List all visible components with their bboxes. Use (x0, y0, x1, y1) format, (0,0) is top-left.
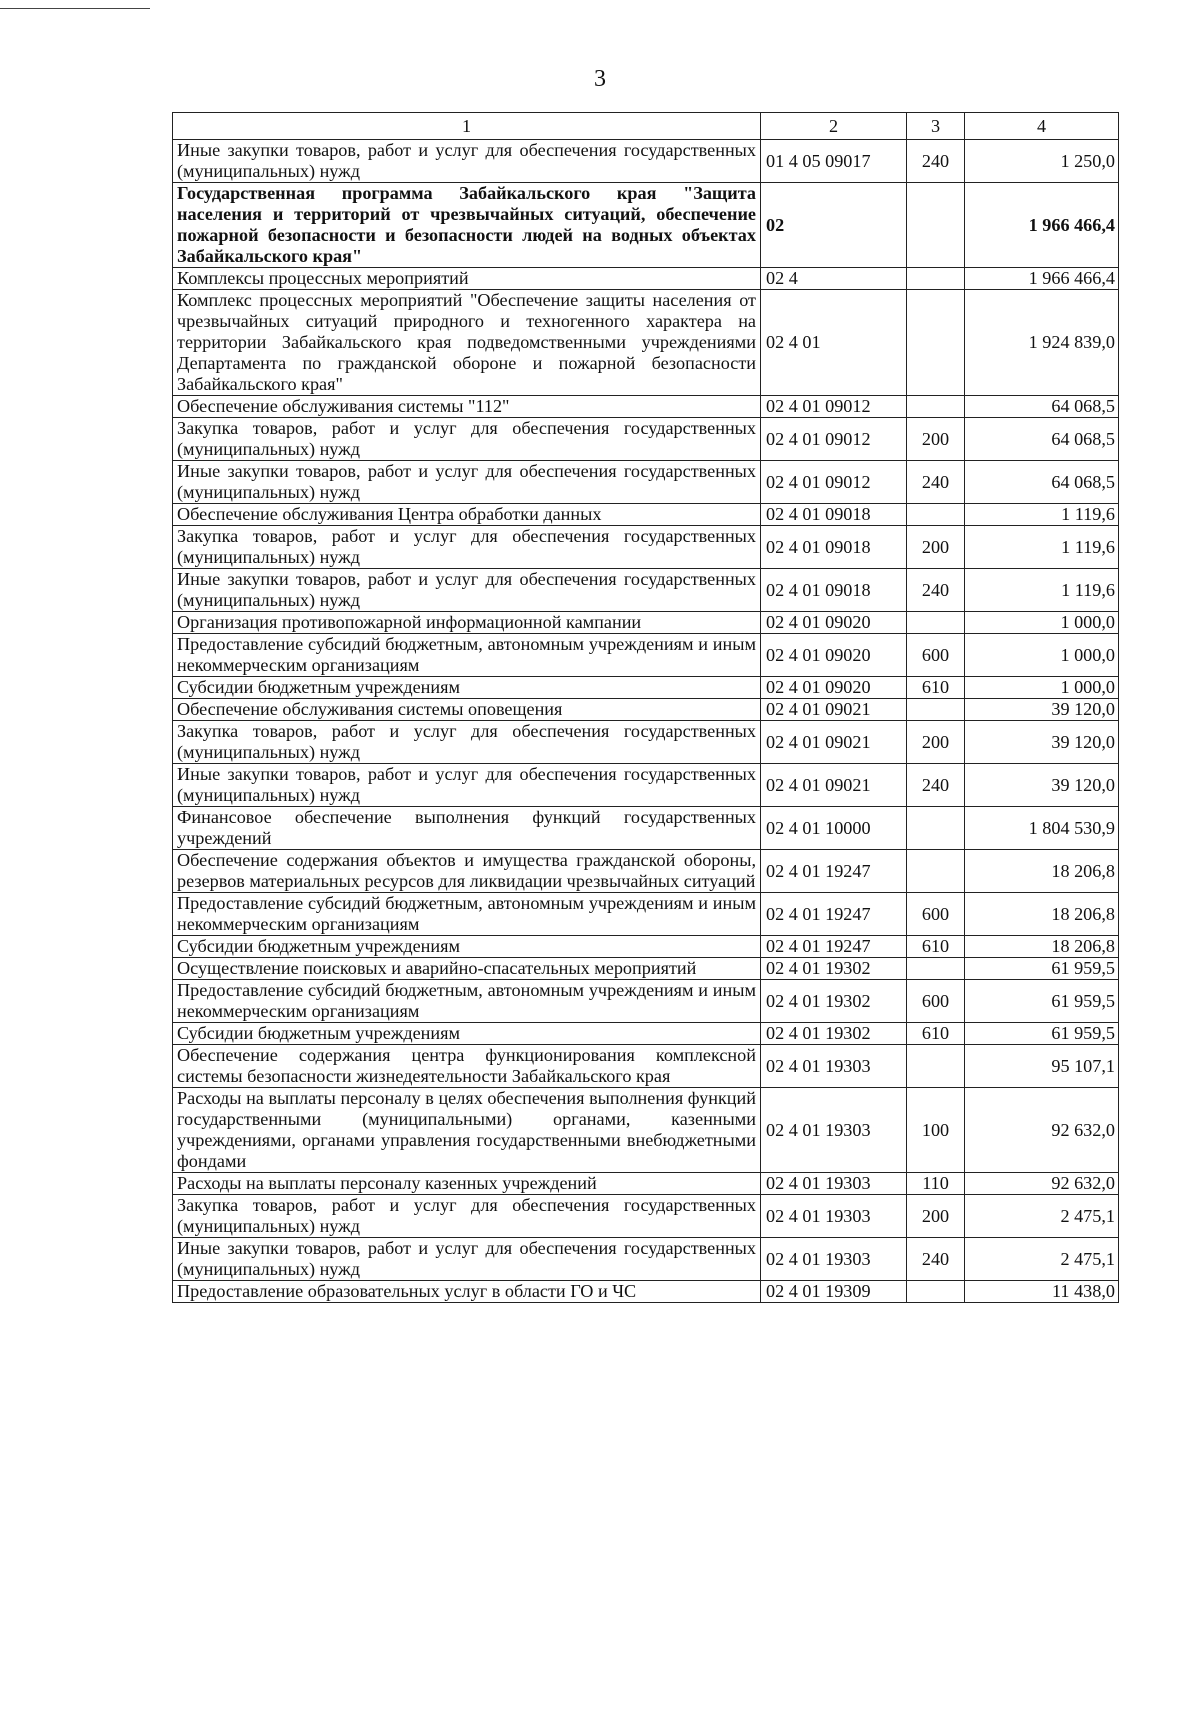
table-row (173, 569, 1119, 612)
row-code-cell: 02 4 01 19302 (761, 1023, 907, 1045)
row-name-cell: Комплекс процессных мероприятий "Обеспечение защиты населения от чрезвычайных ситуаций природного и техногенного характера на территории Забайкальского края подведомственными учреждениями Департамента по гражданской обороне и пожарной безопасности Забайкальского края" (173, 290, 761, 396)
table-row (173, 268, 1119, 290)
table-row (173, 526, 1119, 569)
row-amount-cell: 64 068,5 (965, 396, 1119, 418)
row-name-cell: Предоставление субсидий бюджетным, автономным учреждениям и иным некоммерческим организациям (173, 893, 761, 936)
row-expense-type-cell: 200 (907, 526, 965, 569)
row-code-cell: 02 4 01 19303 (761, 1088, 907, 1173)
row-amount-cell: 39 120,0 (965, 721, 1119, 764)
row-code-cell: 02 4 01 19303 (761, 1238, 907, 1281)
table-row (173, 461, 1119, 504)
row-code-cell: 02 4 01 19303 (761, 1045, 907, 1088)
row-expense-type-cell: 200 (907, 721, 965, 764)
row-code-cell: 01 4 05 09017 (761, 140, 907, 183)
budget-table (172, 112, 1119, 1303)
row-code-cell: 02 4 01 09012 (761, 418, 907, 461)
row-code-cell: 02 4 01 19247 (761, 936, 907, 958)
row-expense-type-cell: 610 (907, 936, 965, 958)
row-expense-type-cell: 110 (907, 1173, 965, 1195)
row-code-cell: 02 4 01 09020 (761, 634, 907, 677)
row-amount-cell: 1 000,0 (965, 612, 1119, 634)
table-row (173, 418, 1119, 461)
row-amount-cell: 18 206,8 (965, 850, 1119, 893)
row-expense-type-cell: 240 (907, 140, 965, 183)
row-amount-cell: 1 000,0 (965, 677, 1119, 699)
row-code-cell: 02 (761, 183, 907, 268)
table-row (173, 893, 1119, 936)
row-amount-cell: 39 120,0 (965, 764, 1119, 807)
row-amount-cell: 1 924 839,0 (965, 290, 1119, 396)
table-row (173, 1023, 1119, 1045)
row-amount-cell: 1 966 466,4 (965, 183, 1119, 268)
row-amount-cell: 61 959,5 (965, 980, 1119, 1023)
row-amount-cell: 18 206,8 (965, 936, 1119, 958)
table-row (173, 958, 1119, 980)
row-amount-cell: 92 632,0 (965, 1173, 1119, 1195)
table-row (173, 1045, 1119, 1088)
row-name-cell: Обеспечение обслуживания системы "112" (173, 396, 761, 418)
row-expense-type-cell (907, 612, 965, 634)
row-amount-cell: 1 250,0 (965, 140, 1119, 183)
table-row (173, 980, 1119, 1023)
row-name-cell: Субсидии бюджетным учреждениям (173, 1023, 761, 1045)
table-row (173, 699, 1119, 721)
row-amount-cell: 1 119,6 (965, 504, 1119, 526)
row-name-cell: Иные закупки товаров, работ и услуг для обеспечения государственных (муниципальных) нужд (173, 1238, 761, 1281)
row-expense-type-cell (907, 396, 965, 418)
row-expense-type-cell: 240 (907, 764, 965, 807)
row-code-cell: 02 4 01 09018 (761, 504, 907, 526)
table-row (173, 183, 1119, 268)
table-row (173, 1238, 1119, 1281)
row-code-cell: 02 4 01 19247 (761, 850, 907, 893)
row-name-cell: Осуществление поисковых и аварийно-спасательных мероприятий (173, 958, 761, 980)
row-code-cell: 02 4 01 19247 (761, 893, 907, 936)
table-row (173, 1195, 1119, 1238)
row-expense-type-cell: 240 (907, 569, 965, 612)
table-row (173, 612, 1119, 634)
top-rule (0, 8, 150, 9)
row-amount-cell: 92 632,0 (965, 1088, 1119, 1173)
row-name-cell: Обеспечение обслуживания Центра обработки данных (173, 504, 761, 526)
row-code-cell: 02 4 01 (761, 290, 907, 396)
row-code-cell: 02 4 01 09018 (761, 526, 907, 569)
row-code-cell: 02 4 01 09021 (761, 721, 907, 764)
row-name-cell: Расходы на выплаты персоналу казенных учреждений (173, 1173, 761, 1195)
row-name-cell: Предоставление субсидий бюджетным, автономным учреждениям и иным некоммерческим организациям (173, 980, 761, 1023)
row-expense-type-cell (907, 807, 965, 850)
row-code-cell: 02 4 01 09012 (761, 461, 907, 504)
row-code-cell: 02 4 01 09012 (761, 396, 907, 418)
row-amount-cell: 1 119,6 (965, 569, 1119, 612)
row-code-cell: 02 4 01 19309 (761, 1281, 907, 1303)
column-header: 1 (173, 113, 761, 140)
row-name-cell: Обеспечение содержания объектов и имущества гражданской обороны, резервов материальных ресурсов для ликвидации чрезвычайных ситуаций (173, 850, 761, 893)
row-amount-cell: 61 959,5 (965, 1023, 1119, 1045)
table-row (173, 290, 1119, 396)
row-expense-type-cell (907, 1281, 965, 1303)
row-code-cell: 02 4 01 09018 (761, 569, 907, 612)
row-name-cell: Обеспечение содержания центра функционирования комплексной системы безопасности жизнедеятельности Забайкальского края (173, 1045, 761, 1088)
row-name-cell: Расходы на выплаты персоналу в целях обеспечения выполнения функций государственными (муниципальными) органами, казенными учреждениями, органами управления государственными внебюджетными фондами (173, 1088, 761, 1173)
table-row (173, 936, 1119, 958)
row-expense-type-cell: 600 (907, 893, 965, 936)
row-name-cell: Закупка товаров, работ и услуг для обеспечения государственных (муниципальных) нужд (173, 526, 761, 569)
row-name-cell: Организация противопожарной информационной кампании (173, 612, 761, 634)
row-code-cell: 02 4 01 19303 (761, 1195, 907, 1238)
header-row (173, 113, 1119, 140)
row-name-cell: Иные закупки товаров, работ и услуг для обеспечения государственных (муниципальных) нужд (173, 764, 761, 807)
row-expense-type-cell: 200 (907, 418, 965, 461)
row-code-cell: 02 4 01 09021 (761, 699, 907, 721)
row-code-cell: 02 4 01 09020 (761, 677, 907, 699)
row-expense-type-cell (907, 850, 965, 893)
row-name-cell: Предоставление субсидий бюджетным, автономным учреждениям и иным некоммерческим организациям (173, 634, 761, 677)
row-name-cell: Комплексы процессных мероприятий (173, 268, 761, 290)
table-row (173, 504, 1119, 526)
row-expense-type-cell: 240 (907, 461, 965, 504)
row-code-cell: 02 4 01 09021 (761, 764, 907, 807)
row-amount-cell: 61 959,5 (965, 958, 1119, 980)
row-amount-cell: 1 119,6 (965, 526, 1119, 569)
table-row (173, 764, 1119, 807)
row-name-cell: Иные закупки товаров, работ и услуг для обеспечения государственных (муниципальных) нужд (173, 569, 761, 612)
row-expense-type-cell: 610 (907, 1023, 965, 1045)
row-expense-type-cell (907, 268, 965, 290)
row-name-cell: Субсидии бюджетным учреждениям (173, 936, 761, 958)
row-code-cell: 02 4 (761, 268, 907, 290)
row-expense-type-cell (907, 699, 965, 721)
table-row (173, 1281, 1119, 1303)
row-expense-type-cell: 610 (907, 677, 965, 699)
row-name-cell: Закупка товаров, работ и услуг для обеспечения государственных (муниципальных) нужд (173, 418, 761, 461)
row-name-cell: Обеспечение обслуживания системы оповещения (173, 699, 761, 721)
row-amount-cell: 39 120,0 (965, 699, 1119, 721)
row-expense-type-cell (907, 183, 965, 268)
row-name-cell: Иные закупки товаров, работ и услуг для обеспечения государственных (муниципальных) нужд (173, 140, 761, 183)
row-amount-cell: 64 068,5 (965, 418, 1119, 461)
row-name-cell: Иные закупки товаров, работ и услуг для обеспечения государственных (муниципальных) нужд (173, 461, 761, 504)
row-expense-type-cell (907, 290, 965, 396)
row-amount-cell: 64 068,5 (965, 461, 1119, 504)
table-row (173, 1173, 1119, 1195)
row-expense-type-cell (907, 504, 965, 526)
row-expense-type-cell (907, 1045, 965, 1088)
table-row (173, 807, 1119, 850)
row-expense-type-cell (907, 958, 965, 980)
row-code-cell: 02 4 01 19302 (761, 958, 907, 980)
row-amount-cell: 2 475,1 (965, 1195, 1119, 1238)
page-number: 3 (594, 66, 606, 92)
table-row (173, 850, 1119, 893)
table-row (173, 1088, 1119, 1173)
row-expense-type-cell: 600 (907, 980, 965, 1023)
column-header: 3 (907, 113, 965, 140)
row-code-cell: 02 4 01 10000 (761, 807, 907, 850)
column-header: 4 (965, 113, 1119, 140)
table-row (173, 396, 1119, 418)
row-name-cell: Государственная программа Забайкальского края "Защита населения и территорий от чрезвычайных ситуаций, обеспечение пожарной безопасности и безопасности людей на водных объектах Забайкальского края" (173, 183, 761, 268)
row-name-cell: Финансовое обеспечение выполнения функций государственных учреждений (173, 807, 761, 850)
row-expense-type-cell: 100 (907, 1088, 965, 1173)
table-row (173, 634, 1119, 677)
row-amount-cell: 1 804 530,9 (965, 807, 1119, 850)
column-header: 2 (761, 113, 907, 140)
table-row (173, 140, 1119, 183)
row-amount-cell: 95 107,1 (965, 1045, 1119, 1088)
row-amount-cell: 1 966 466,4 (965, 268, 1119, 290)
table-row (173, 677, 1119, 699)
row-name-cell: Закупка товаров, работ и услуг для обеспечения государственных (муниципальных) нужд (173, 1195, 761, 1238)
row-amount-cell: 18 206,8 (965, 893, 1119, 936)
row-name-cell: Субсидии бюджетным учреждениям (173, 677, 761, 699)
row-expense-type-cell: 240 (907, 1238, 965, 1281)
row-name-cell: Закупка товаров, работ и услуг для обеспечения государственных (муниципальных) нужд (173, 721, 761, 764)
row-code-cell: 02 4 01 19302 (761, 980, 907, 1023)
row-expense-type-cell: 600 (907, 634, 965, 677)
row-code-cell: 02 4 01 19303 (761, 1173, 907, 1195)
table-row (173, 721, 1119, 764)
row-code-cell: 02 4 01 09020 (761, 612, 907, 634)
row-amount-cell: 2 475,1 (965, 1238, 1119, 1281)
row-amount-cell: 11 438,0 (965, 1281, 1119, 1303)
row-name-cell: Предоставление образовательных услуг в области ГО и ЧС (173, 1281, 761, 1303)
row-amount-cell: 1 000,0 (965, 634, 1119, 677)
row-expense-type-cell: 200 (907, 1195, 965, 1238)
